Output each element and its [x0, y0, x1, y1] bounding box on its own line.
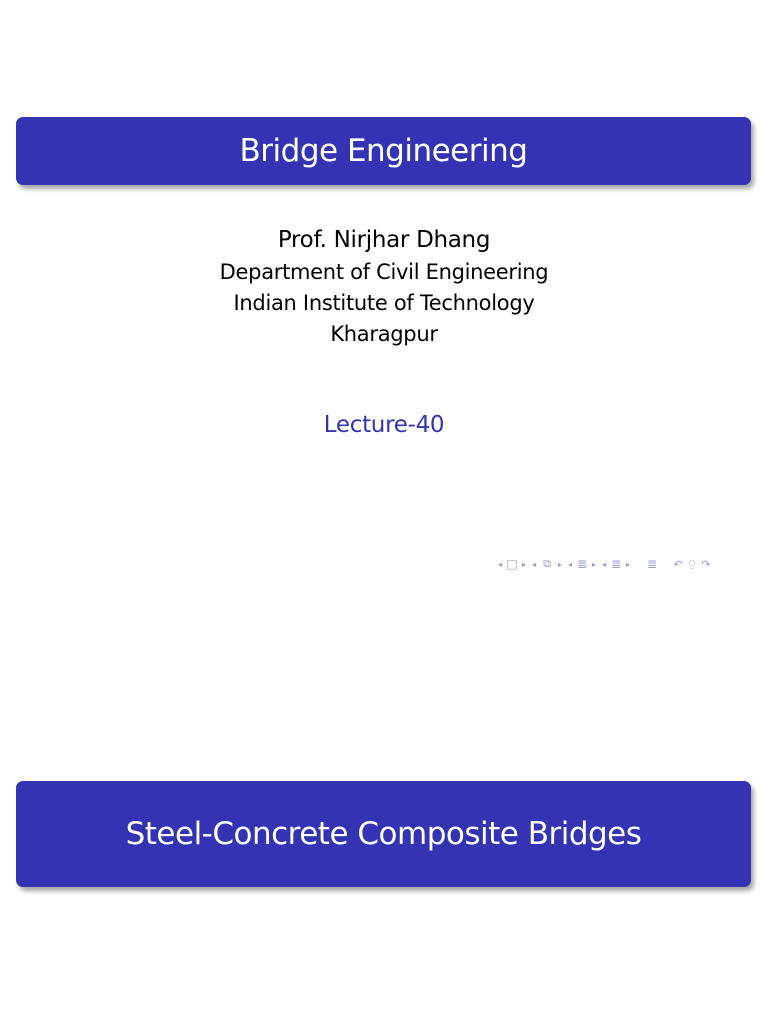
section-title: Steel-Concrete Composite Bridges: [125, 816, 642, 852]
subsection-icon[interactable]: ⧉: [543, 557, 551, 570]
author-name: Prof. Nirjhar Dhang: [277, 227, 491, 253]
subsection-list-icon[interactable]: ≣: [610, 557, 622, 571]
undo-icon[interactable]: ↶: [673, 557, 683, 571]
slide-title: Bridge Engineering: [239, 133, 528, 169]
author-block: [0, 224, 768, 350]
align-icon[interactable]: ≣: [646, 557, 658, 571]
right-arrow-icon[interactable]: ▸: [625, 559, 630, 569]
right-arrow-icon[interactable]: ▸: [557, 559, 562, 569]
affiliation-department: Department of Civil Engineering: [219, 260, 549, 284]
left-arrow-icon[interactable]: ◂: [497, 559, 502, 569]
section-icon[interactable]: ≣: [576, 557, 588, 571]
beamer-navigation-bar: [496, 556, 712, 572]
section-title-banner: [16, 781, 751, 887]
title-banner: [16, 117, 751, 185]
affiliation-city: Kharagpur: [330, 322, 438, 346]
right-arrow-icon[interactable]: ▸: [591, 559, 596, 569]
frame-icon[interactable]: □: [506, 557, 518, 571]
left-arrow-icon[interactable]: ◂: [567, 559, 572, 569]
redo-icon[interactable]: ↷: [701, 557, 711, 571]
affiliation-institute: Indian Institute of Technology: [233, 291, 535, 315]
left-arrow-icon[interactable]: ◂: [531, 559, 536, 569]
left-arrow-icon[interactable]: ◂: [601, 559, 606, 569]
lecture-number: Lecture-40: [323, 412, 445, 438]
search-icon[interactable]: ⍜: [688, 557, 696, 570]
right-arrow-icon[interactable]: ▸: [521, 559, 526, 569]
